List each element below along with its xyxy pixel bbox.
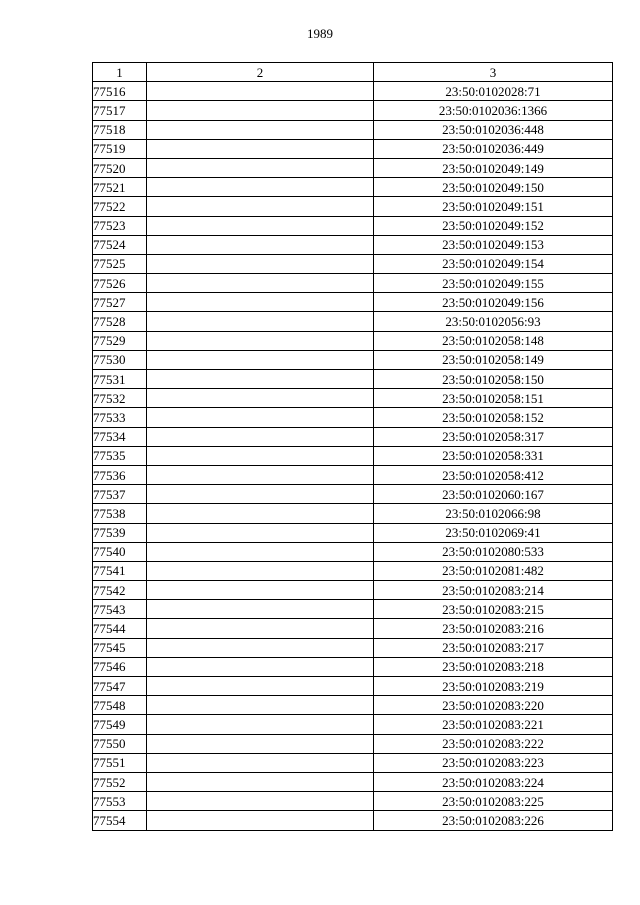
description-cell <box>147 101 374 120</box>
row-number-cell: 77528 <box>93 312 147 331</box>
registry-table <box>92 62 613 831</box>
description-cell <box>147 657 374 676</box>
table-row <box>93 158 613 177</box>
table-row <box>93 427 613 446</box>
description-cell <box>147 408 374 427</box>
description-cell <box>147 696 374 715</box>
cadastral-number-cell: 23:50:0102083:220 <box>374 696 613 715</box>
description-cell <box>147 216 374 235</box>
row-number-cell: 77553 <box>93 792 147 811</box>
row-number-cell: 77525 <box>93 254 147 273</box>
table-row <box>93 600 613 619</box>
table-row <box>93 312 613 331</box>
cadastral-number-cell: 23:50:0102083:222 <box>374 734 613 753</box>
row-number-cell: 77533 <box>93 408 147 427</box>
row-number-cell: 77523 <box>93 216 147 235</box>
cadastral-number-cell: 23:50:0102036:449 <box>374 139 613 158</box>
description-cell <box>147 139 374 158</box>
description-cell <box>147 389 374 408</box>
row-number-cell: 77549 <box>93 715 147 734</box>
cadastral-number-cell: 23:50:0102036:1366 <box>374 101 613 120</box>
table-row <box>93 715 613 734</box>
table-row <box>93 792 613 811</box>
cadastral-number-cell: 23:50:0102049:155 <box>374 274 613 293</box>
row-number-cell: 77540 <box>93 542 147 561</box>
table-body <box>93 82 613 830</box>
table-row <box>93 696 613 715</box>
cadastral-number-cell: 23:50:0102083:221 <box>374 715 613 734</box>
table-row <box>93 657 613 676</box>
row-number-cell: 77543 <box>93 600 147 619</box>
description-cell <box>147 753 374 772</box>
row-number-cell: 77542 <box>93 581 147 600</box>
table-row <box>93 772 613 791</box>
row-number-cell: 77552 <box>93 772 147 791</box>
cadastral-number-cell: 23:50:0102083:215 <box>374 600 613 619</box>
description-cell <box>147 465 374 484</box>
cadastral-number-cell: 23:50:0102049:150 <box>374 178 613 197</box>
description-cell <box>147 561 374 580</box>
table-row <box>93 389 613 408</box>
description-cell <box>147 811 374 830</box>
description-cell <box>147 542 374 561</box>
table-row <box>93 216 613 235</box>
row-number-cell: 77527 <box>93 293 147 312</box>
cadastral-number-cell: 23:50:0102056:93 <box>374 312 613 331</box>
table-row <box>93 485 613 504</box>
cadastral-number-cell: 23:50:0102058:148 <box>374 331 613 350</box>
column-header-3: 3 <box>374 63 613 82</box>
cadastral-number-cell: 23:50:0102058:150 <box>374 370 613 389</box>
table-row <box>93 331 613 350</box>
row-number-cell: 77547 <box>93 677 147 696</box>
description-cell <box>147 293 374 312</box>
cadastral-number-cell: 23:50:0102083:217 <box>374 638 613 657</box>
table-row <box>93 197 613 216</box>
cadastral-number-cell: 23:50:0102069:41 <box>374 523 613 542</box>
cadastral-number-cell: 23:50:0102060:167 <box>374 485 613 504</box>
row-number-cell: 77544 <box>93 619 147 638</box>
description-cell <box>147 619 374 638</box>
table-row <box>93 254 613 273</box>
description-cell <box>147 523 374 542</box>
row-number-cell: 77545 <box>93 638 147 657</box>
cadastral-number-cell: 23:50:0102058:412 <box>374 465 613 484</box>
row-number-cell: 77539 <box>93 523 147 542</box>
description-cell <box>147 638 374 657</box>
row-number-cell: 77551 <box>93 753 147 772</box>
row-number-cell: 77531 <box>93 370 147 389</box>
table-header <box>93 63 613 82</box>
cadastral-number-cell: 23:50:0102083:224 <box>374 772 613 791</box>
table-row <box>93 465 613 484</box>
table-row <box>93 235 613 254</box>
description-cell <box>147 715 374 734</box>
description-cell <box>147 734 374 753</box>
table-row <box>93 101 613 120</box>
table-row <box>93 408 613 427</box>
table-row <box>93 734 613 753</box>
cadastral-number-cell: 23:50:0102083:214 <box>374 581 613 600</box>
description-cell <box>147 158 374 177</box>
row-number-cell: 77530 <box>93 350 147 369</box>
table-row <box>93 274 613 293</box>
description-cell <box>147 350 374 369</box>
cadastral-number-cell: 23:50:0102066:98 <box>374 504 613 523</box>
table-row <box>93 753 613 772</box>
table-row <box>93 293 613 312</box>
description-cell <box>147 274 374 293</box>
cadastral-number-cell: 23:50:0102049:149 <box>374 158 613 177</box>
cadastral-number-cell: 23:50:0102049:153 <box>374 235 613 254</box>
cadastral-number-cell: 23:50:0102058:152 <box>374 408 613 427</box>
description-cell <box>147 331 374 350</box>
row-number-cell: 77550 <box>93 734 147 753</box>
description-cell <box>147 235 374 254</box>
cadastral-number-cell: 23:50:0102049:156 <box>374 293 613 312</box>
row-number-cell: 77548 <box>93 696 147 715</box>
cadastral-number-cell: 23:50:0102083:225 <box>374 792 613 811</box>
cadastral-number-cell: 23:50:0102058:151 <box>374 389 613 408</box>
row-number-cell: 77517 <box>93 101 147 120</box>
table-row <box>93 811 613 830</box>
cadastral-number-cell: 23:50:0102081:482 <box>374 561 613 580</box>
cadastral-number-cell: 23:50:0102049:151 <box>374 197 613 216</box>
column-header-1: 1 <box>93 63 147 82</box>
row-number-cell: 77516 <box>93 82 147 101</box>
row-number-cell: 77534 <box>93 427 147 446</box>
cadastral-number-cell: 23:50:0102083:218 <box>374 657 613 676</box>
table-row <box>93 82 613 101</box>
cadastral-number-cell: 23:50:0102036:448 <box>374 120 613 139</box>
row-number-cell: 77524 <box>93 235 147 254</box>
cadastral-number-cell: 23:50:0102058:331 <box>374 446 613 465</box>
description-cell <box>147 197 374 216</box>
cadastral-number-cell: 23:50:0102083:223 <box>374 753 613 772</box>
description-cell <box>147 427 374 446</box>
row-number-cell: 77538 <box>93 504 147 523</box>
row-number-cell: 77532 <box>93 389 147 408</box>
description-cell <box>147 178 374 197</box>
table-row <box>93 677 613 696</box>
description-cell <box>147 82 374 101</box>
cadastral-number-cell: 23:50:0102058:149 <box>374 350 613 369</box>
cadastral-number-cell: 23:50:0102028:71 <box>374 82 613 101</box>
cadastral-number-cell: 23:50:0102080:533 <box>374 542 613 561</box>
table-row <box>93 542 613 561</box>
cadastral-number-cell: 23:50:0102058:317 <box>374 427 613 446</box>
table-row <box>93 561 613 580</box>
table-row <box>93 178 613 197</box>
row-number-cell: 77526 <box>93 274 147 293</box>
description-cell <box>147 312 374 331</box>
row-number-cell: 77554 <box>93 811 147 830</box>
column-header-2: 2 <box>147 63 374 82</box>
header-row <box>93 63 613 82</box>
description-cell <box>147 677 374 696</box>
row-number-cell: 77546 <box>93 657 147 676</box>
table-row <box>93 619 613 638</box>
description-cell <box>147 504 374 523</box>
description-cell <box>147 120 374 139</box>
table-row <box>93 446 613 465</box>
description-cell <box>147 600 374 619</box>
description-cell <box>147 485 374 504</box>
description-cell <box>147 792 374 811</box>
row-number-cell: 77521 <box>93 178 147 197</box>
row-number-cell: 77520 <box>93 158 147 177</box>
table-row <box>93 370 613 389</box>
row-number-cell: 77535 <box>93 446 147 465</box>
cadastral-number-cell: 23:50:0102083:216 <box>374 619 613 638</box>
description-cell <box>147 254 374 273</box>
row-number-cell: 77537 <box>93 485 147 504</box>
table-row <box>93 504 613 523</box>
table-row <box>93 139 613 158</box>
cadastral-number-cell: 23:50:0102049:154 <box>374 254 613 273</box>
cadastral-number-cell: 23:50:0102083:219 <box>374 677 613 696</box>
row-number-cell: 77519 <box>93 139 147 158</box>
description-cell <box>147 772 374 791</box>
row-number-cell: 77518 <box>93 120 147 139</box>
row-number-cell: 77541 <box>93 561 147 580</box>
row-number-cell: 77522 <box>93 197 147 216</box>
page-number: 1989 <box>307 26 333 41</box>
description-cell <box>147 446 374 465</box>
cadastral-number-cell: 23:50:0102049:152 <box>374 216 613 235</box>
table-row <box>93 581 613 600</box>
cadastral-number-cell: 23:50:0102083:226 <box>374 811 613 830</box>
table-row <box>93 523 613 542</box>
row-number-cell: 77536 <box>93 465 147 484</box>
description-cell <box>147 581 374 600</box>
table-row <box>93 350 613 369</box>
table-row <box>93 638 613 657</box>
table-row <box>93 120 613 139</box>
row-number-cell: 77529 <box>93 331 147 350</box>
description-cell <box>147 370 374 389</box>
